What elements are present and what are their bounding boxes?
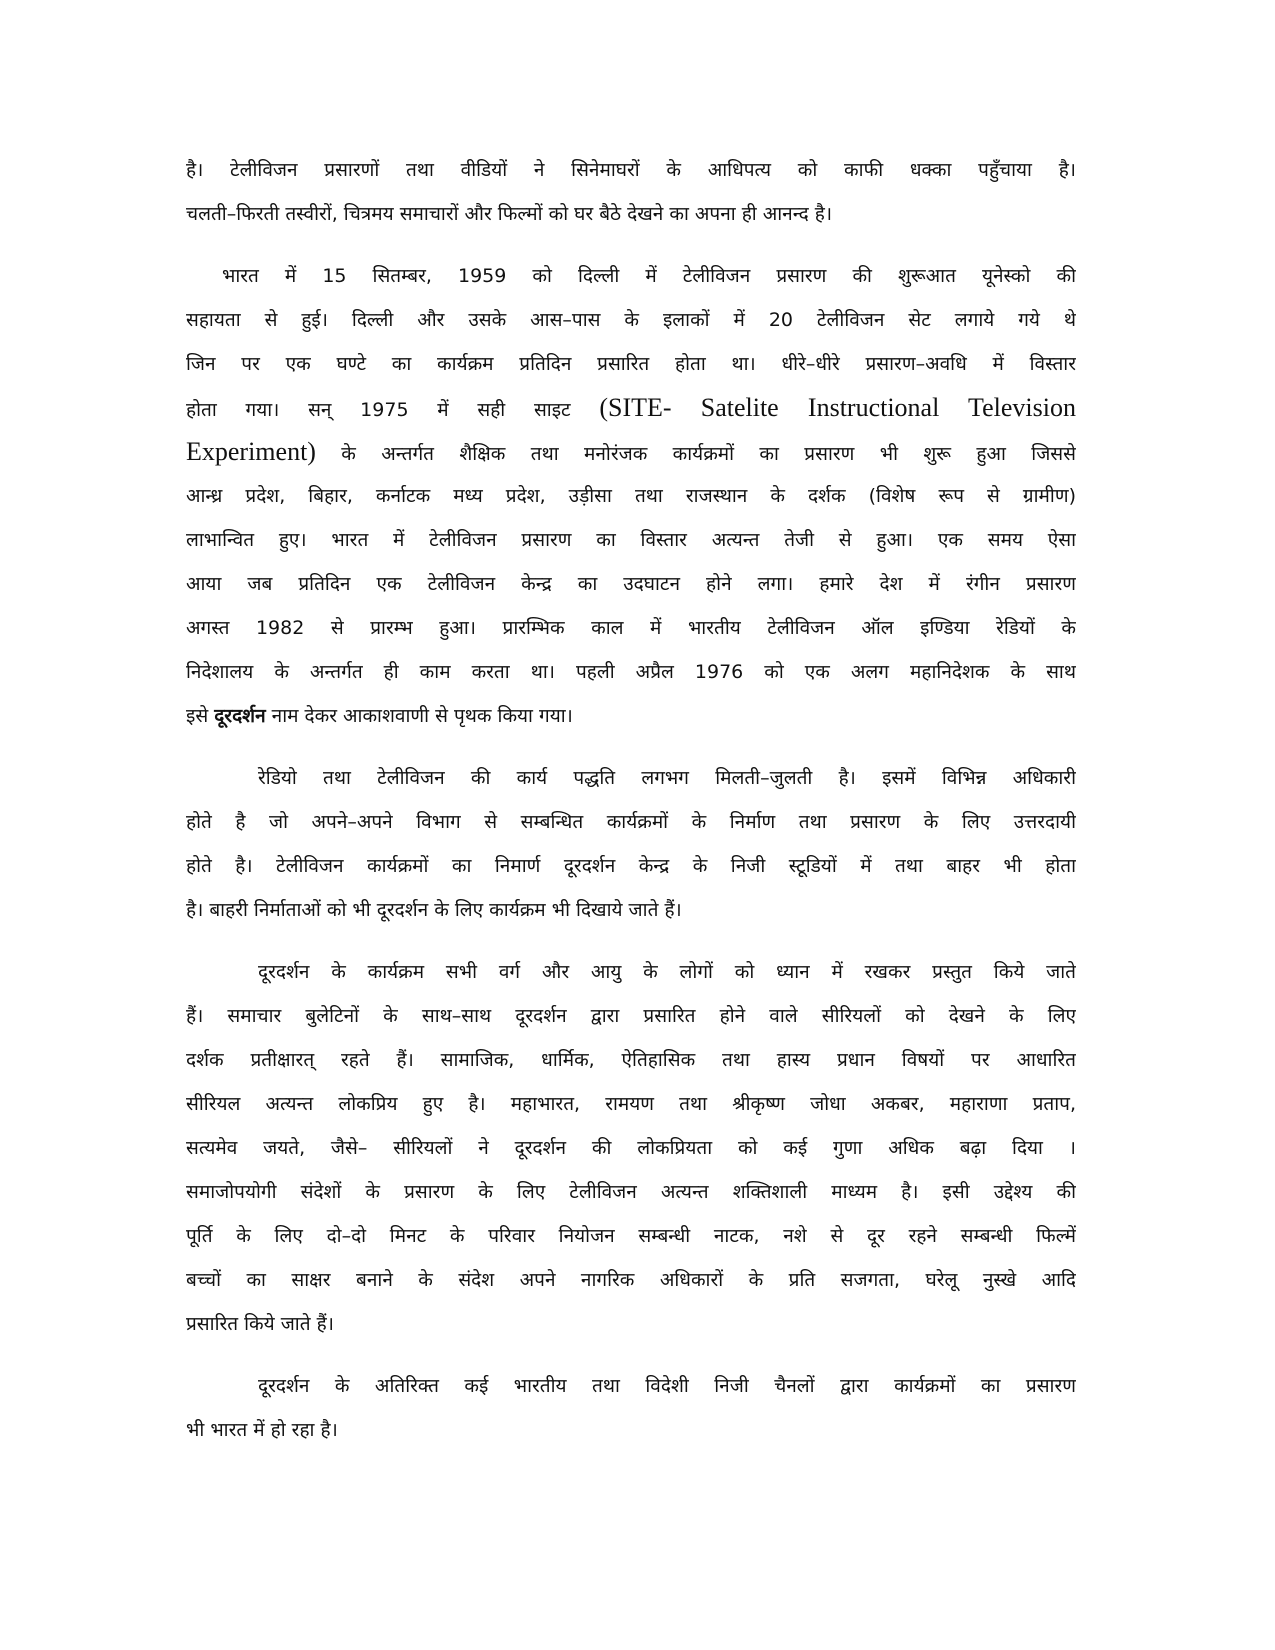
text-line: बच्चों का साक्षर बनाने के संदेश अपने नागरिक अधिकारों के प्रति सजगता, घरेलू नुस्खे आदि xyxy=(186,1269,1076,1291)
text-line: भारत में 15 सितम्बर, 1959 को दिल्ली में टेलीविजन प्रसारण की शुरूआत यूनेस्को की xyxy=(222,265,1076,287)
text-line: भी भारत में हो रहा है। xyxy=(186,1419,338,1441)
text-segment: होता गया। सन् 1975 में सही साइट xyxy=(186,399,600,421)
text-segment: के अन्तर्गत शैक्षिक तथा मनोरंजक कार्यक्रमों का प्रसारण भी शुरू हुआ जिससे xyxy=(315,443,1076,465)
paragraph-1 xyxy=(186,148,1076,236)
latin-text-segment: Experiment) xyxy=(186,437,316,466)
paragraph-2 xyxy=(186,254,1076,738)
text-line: लाभान्वित हुए। भारत में टेलीविजन प्रसारण का विस्तार अत्यन्त तेजी से हुआ। एक समय ऐसा xyxy=(186,529,1076,551)
text-line: है। टेलीविजन प्रसारणों तथा वीडियों ने सिनेमाघरों के आधिपत्य को काफी धक्का पहुँचाया है। xyxy=(186,159,1076,181)
text-line: दर्शक प्रतीक्षारत् रहते हैं। सामाजिक, धार्मिक, ऐतिहासिक तथा हास्य प्रधान विषयों पर आधारित xyxy=(186,1049,1076,1071)
text-line: सत्यमेव जयते, जैसे– सीरियलों ने दूरदर्शन की लोकप्रियता को कई गुणा अधिक बढ़ा दिया । xyxy=(186,1137,1076,1159)
text-line-mixed xyxy=(186,386,1076,430)
text-line: अगस्त 1982 से प्रारम्भ हुआ। प्रारम्भिक काल में भारतीय टेलीविजन ऑल इण्डिया रेडियों के xyxy=(186,617,1076,639)
text-line: होते है। टेलीविजन कार्यक्रमों का निमार्ण दूरदर्शन केन्द्र के निजी स्टूडियों में तथा बाहर भी होता xyxy=(186,855,1076,877)
text-line: आन्ध्र प्रदेश, बिहार, कर्नाटक मध्य प्रदेश, उड़ीसा तथा राजस्थान के दर्शक (विशेष रूप से ग्रामीण) xyxy=(186,485,1076,507)
text-line: जिन पर एक घण्टे का कार्यक्रम प्रतिदिन प्रसारित होता था। धीरे–धीरे प्रसारण–अवधि में विस्तार xyxy=(186,353,1076,375)
text-line: सहायता से हुई। दिल्ली और उसके आस–पास के इलाकों में 20 टेलीविजन सेट लगाये गये थे xyxy=(186,309,1076,331)
paragraph-5 xyxy=(186,1364,1076,1452)
text-line: होते है जो अपने–अपने विभाग से सम्बन्धित कार्यक्रमों के निर्माण तथा प्रसारण के लिए उत्तरदायी xyxy=(186,811,1076,833)
bold-term: दूरदर्शन xyxy=(214,705,266,727)
text-line-mixed xyxy=(186,430,1076,474)
text-segment: नाम देकर आकाशवाणी से पृथक किया गया। xyxy=(265,705,573,727)
text-line: निदेशालय के अन्तर्गत ही काम करता था। पहली अप्रैल 1976 को एक अलग महानिदेशक के साथ xyxy=(186,661,1076,683)
text-line: दूरदर्शन के अतिरिक्त कई भारतीय तथा विदेशी निजी चैनलों द्वारा कार्यक्रमों का प्रसारण xyxy=(258,1375,1076,1397)
text-line: आया जब प्रतिदिन एक टेलीविजन केन्द्र का उदघाटन होने लगा। हमारे देश में रंगीन प्रसारण xyxy=(186,573,1076,595)
text-line-mixed xyxy=(186,694,1076,738)
text-segment: इसे xyxy=(186,705,215,727)
document-body xyxy=(186,148,1076,1470)
text-line: रेडियो तथा टेलीविजन की कार्य पद्धति लगभग मिलती–जुलती है। इसमें विभिन्न अधिकारी xyxy=(258,767,1076,789)
latin-text-segment: (SITE- Satelite Instructional Television xyxy=(599,393,1076,422)
paragraph-3 xyxy=(186,756,1076,932)
paragraph-4 xyxy=(186,950,1076,1346)
text-line: हैं। समाचार बुलेटिनों के साथ–साथ दूरदर्शन द्वारा प्रसारित होने वाले सीरियलों को देखने के लिए xyxy=(186,1005,1076,1027)
text-line: समाजोपयोगी संदेशों के प्रसारण के लिए टेलीविजन अत्यन्त शक्तिशाली माध्यम है। इसी उद्देश्य की xyxy=(186,1181,1076,1203)
text-line: चलती–फिरती तस्वीरों, चित्रमय समाचारों और फिल्मों को घर बैठे देखने का अपना ही आनन्द है। xyxy=(186,203,833,225)
text-line: पूर्ति के लिए दो–दो मिनट के परिवार नियोजन सम्बन्धी नाटक, नशे से दूर रहने सम्बन्धी फिल्में xyxy=(186,1225,1076,1247)
text-line: दूरदर्शन के कार्यक्रम सभी वर्ग और आयु के लोगों को ध्यान में रखकर प्रस्तुत किये जाते xyxy=(258,961,1076,983)
text-line: प्रसारित किये जाते हैं। xyxy=(186,1313,334,1335)
text-line: सीरियल अत्यन्त लोकप्रिय हुए है। महाभारत, रामयण तथा श्रीकृष्ण जोधा अकबर, महाराणा प्रताप, xyxy=(186,1093,1076,1115)
text-line: है। बाहरी निर्माताओं को भी दूरदर्शन के लिए कार्यक्रम भी दिखाये जाते हैं। xyxy=(186,899,682,921)
